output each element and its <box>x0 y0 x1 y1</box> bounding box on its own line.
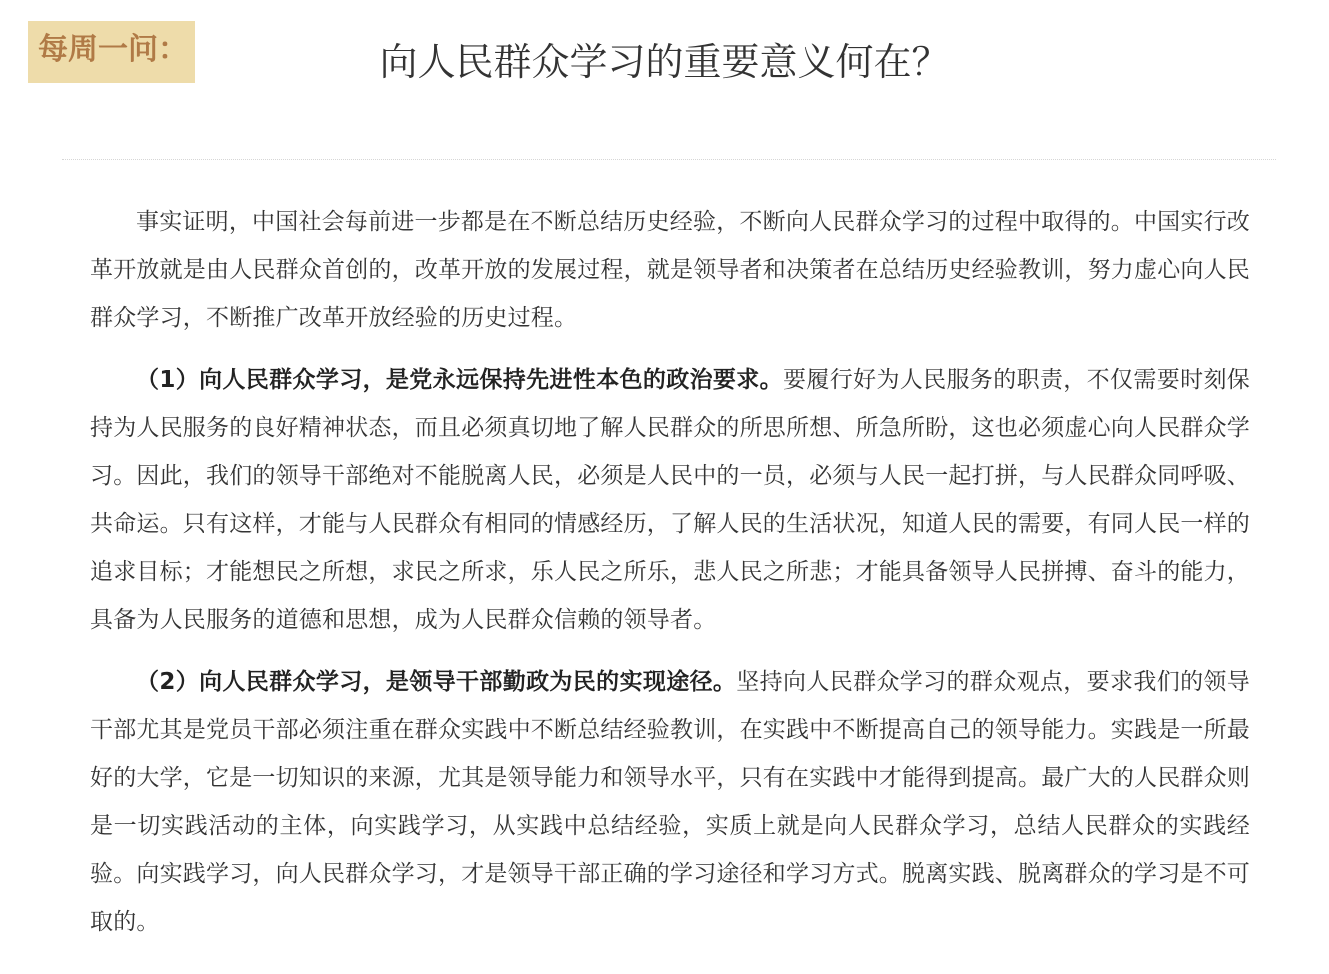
point-1-heading: （1）向人民群众学习，是党永远保持先进性本色的政治要求。 <box>136 367 784 393</box>
article-body <box>90 198 1250 946</box>
page-title: 向人民群众学习的重要意义何在？ <box>379 40 950 84</box>
point-2-text: 坚持向人民群众学习的群众观点，要求我们的领导干部尤其是党员干部必须注重在群众实践中不断总结经验教训，在实践中不断提高自己的领导能力。实践是一所最好的大学，它是一切知识的来源，尤其是领导能力和领导水平，只有在实践中才能得到提高。最广大的人民群众则是一切实践活动的主体，向实践学习，从实践中总结经验，实质上就是向人民群众学习，总结人民群众的实践经验。向实践学习，向人民群众学习，才是领导干部正确的学习途径和学习方式。脱离实践、脱离群众的学习是不可取的。 <box>90 669 1250 935</box>
weekly-question-tag: 每周一问： <box>28 21 195 83</box>
paragraph-point-2 <box>90 658 1250 946</box>
paragraph-point-1 <box>90 356 1250 644</box>
point-1-text: 要履行好为人民服务的职责，不仅需要时刻保持为人民服务的良好精神状态，而且必须真切地了解人民群众的所思所想、所急所盼，这也必须虚心向人民群众学习。因此，我们的领导干部绝对不能脱离人民，必须是人民中的一员，必须与人民一起打拼，与人民群众同呼吸、共命运。只有这样，才能与人民群众有相同的情感经历，了解人民的生活状况，知道人民的需要，有同人民一样的追求目标；才能想民之所想，求民之所求，乐人民之所乐，悲人民之所悲；才能具备领导人民拼搏、奋斗的能力，具备为人民服务的道德和思想，成为人民群众信赖的领导者。 <box>90 367 1251 633</box>
paragraph-intro: 事实证明，中国社会每前进一步都是在不断总结历史经验，不断向人民群众学习的过程中取得的。中国实行改革开放就是由人民群众首创的，改革开放的发展过程，就是领导者和决策者在总结历史经验教训，努力虚心向人民群众学习，不断推广改革开放经验的历史过程。 <box>90 209 1250 331</box>
point-2-heading: （2）向人民群众学习，是领导干部勤政为民的实现途径。 <box>136 669 737 695</box>
dotted-divider <box>62 159 1276 160</box>
